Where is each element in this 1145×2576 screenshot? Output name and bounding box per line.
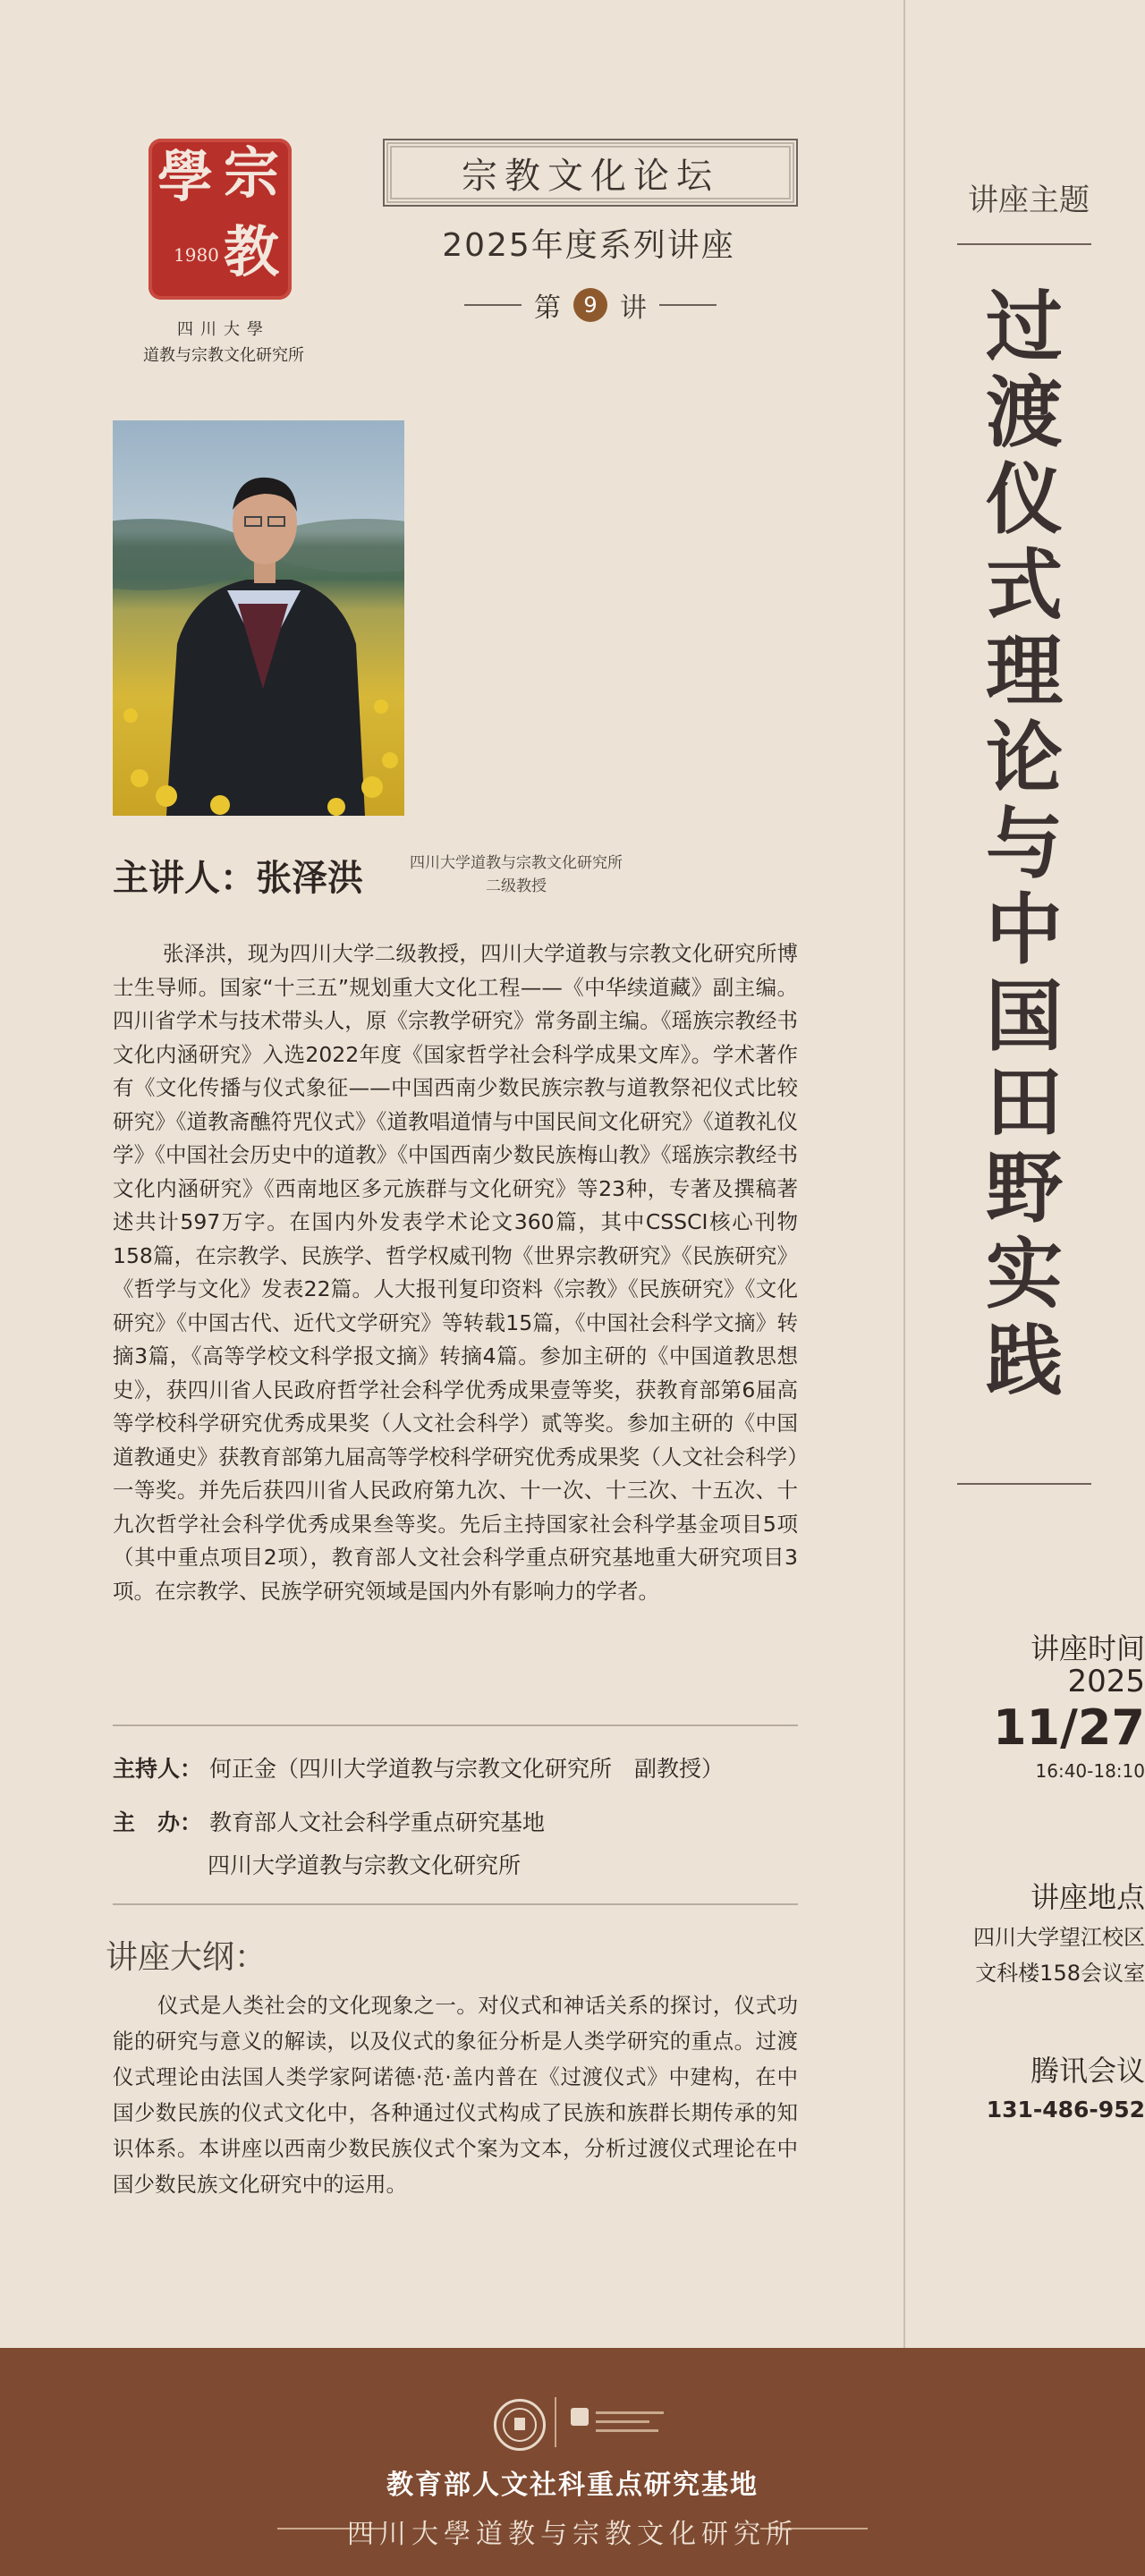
topic-title-char: 践 [986, 1315, 1063, 1406]
institute-logo-icon [569, 2404, 667, 2444]
meeting-id: 131-486-952 [986, 2097, 1145, 2123]
institute-name [107, 318, 340, 369]
topic-title-char: 国 [986, 970, 1063, 1062]
institute-seal-logo [148, 139, 292, 300]
topic-title-char: 论 [986, 712, 1063, 803]
forum-title: 宗教文化论坛 [383, 139, 798, 207]
seal-glyph: 學 [157, 144, 214, 209]
institute-department: 道教与宗教文化研究所 [143, 345, 304, 365]
venue-label: 讲座地点 [1030, 1880, 1145, 1914]
topic-title-char: 田 [986, 1056, 1063, 1148]
meeting-label: 腾讯会议 [1030, 2054, 1145, 2088]
divider [957, 243, 1091, 245]
seal-glyph: 教 [224, 219, 280, 284]
topic-title-char: 仪 [986, 453, 1063, 545]
footer-divider [555, 2397, 556, 2447]
lecture-topic-title [957, 284, 1091, 1404]
organizer-line1: 教育部人文社会科学重点研究基地 [208, 1809, 545, 1835]
lecture-year: 2025 [1067, 1664, 1145, 1699]
host-label: 主持人： [113, 1756, 203, 1782]
venue-line2: 文科楼158会议室 [975, 1961, 1145, 1986]
divider [113, 1724, 798, 1726]
divider-line [659, 304, 717, 306]
outline-title: 讲座大纲： [106, 1939, 267, 1976]
organizer-line2: 四川大学道教与宗教文化研究所 [208, 1852, 522, 1878]
time-label: 讲座时间 [1030, 1631, 1145, 1665]
organizer-label: 主 办： [113, 1809, 203, 1835]
footer-base-name: 教育部人文社科重点研究基地 [386, 2470, 759, 2501]
lecture-hours: 16:40-18:10 [1035, 1760, 1145, 1782]
institute-university: 四川大學 [177, 320, 270, 339]
university-emblem-icon [494, 2399, 546, 2451]
speaker-affiliation-org: 四川大学道教与宗教文化研究所 [410, 854, 623, 872]
topic-title-char: 渡 [986, 368, 1063, 459]
column-divider [903, 0, 905, 2348]
speaker-bio: 张泽洪，现为四川大学二级教授，四川大学道教与宗教文化研究所博士生导师。国家“十三五”规划重大文化工程——《中华续道藏》副主编。四川省学术与技术带头人，原《宗教学研究》常务副主编。《瑶族宗教经书文化内涵研究》入选2022年度《国家哲学社会科学成果文库》。学术著作有《文化传播与仪式象征——中国西南少数民族宗教与道教祭祀仪式比较研究》《道教斋醮符咒仪式》《道教唱道情与中国民间文化研究》《道教礼仪学》《中国社会历史中的道教》《中国西南少数民族梅山教》《瑶族宗教经书文化内涵研究》《西南地区多元族群与文化研究》等23种，专著及撰稿著述共计597万字。在国内外发表学术论文360篇，其中CSSCI核心刊物158篇，在宗教学、民族学、哲学权威刊物《世界宗教研究》《民族研究》《哲学与文化》发表22篇。人大报刊复印资料《宗教》《民族研究》《文化研究》《中国古代、近代文学研究》等转载15篇，《中国社会科学文摘》转摘3篇，《高等学校文科学报文摘》转摘4篇。参加主研的《中国道教思想史》，获四川省人民政府哲学社会科学优秀成果壹等奖，获教育部第6届高等学校科学研究优秀成果奖（人文社会科学）贰等奖。参加主研的《中国道教通史》获教育部第九届高等学校科学研究优秀成果奖（人文社会科学）一等奖。并先后获四川省人民政府第九次、十一次、十三次、十五次、十九次哲学社会科学优秀成果叁等奖。先后主持国家社会科学基金项目5项（其中重点项目2项），教育部人文社会科学重点研究基地重大研究项目3项。在宗教学、民族学研究领域是国内外有影响力的学者。 [113, 941, 798, 1604]
speaker-affiliation-title: 二级教授 [486, 877, 547, 896]
topic-title-char: 理 [986, 626, 1063, 717]
lecture-suffix: 讲 [620, 292, 647, 324]
topic-label: 讲座主题 [968, 182, 1090, 218]
lecture-date: 11/27 [992, 1699, 1145, 1756]
outline-text: 仪式是人类社会的文化现象之一。对仪式和神话关系的探讨，仪式功能的研究与意义的解读，以及仪式的象征分析是人类学研究的重点。过渡仪式理论由法国人类学家阿诺德·范·盖内普在《过渡仪式》中建构，在中国少数民族的仪式文化中，各种通过仪式构成了民族和族群长期传承的知识体系。本讲座以西南少数民族仪式个案为文本，分析过渡仪式理论在中国少数民族文化研究中的运用。 [113, 1993, 798, 2197]
topic-title-char: 实 [986, 1229, 1063, 1320]
seal-year: 1980 [174, 244, 219, 266]
venue-line1: 四川大学望江校区 [973, 1925, 1145, 1950]
lecture-number-badge: 9 [573, 288, 607, 322]
speaker-name: 主讲人：张泽洪 [113, 858, 363, 899]
lecture-number [456, 283, 725, 327]
seal-glyph: 宗 [224, 140, 280, 206]
topic-title-char: 野 [986, 1143, 1063, 1234]
topic-title-char: 式 [986, 539, 1063, 631]
divider [957, 1483, 1091, 1485]
divider-line [464, 304, 522, 306]
lecture-prefix: 第 [534, 292, 561, 324]
series-title: 2025年度系列讲座 [442, 227, 735, 264]
organizer-row [113, 1805, 545, 1837]
host-value: 何正金（四川大学道教与宗教文化研究所 副教授） [208, 1756, 724, 1782]
divider [113, 1903, 798, 1905]
speaker-photo [113, 420, 404, 816]
speaker-portrait-illustration [113, 420, 404, 816]
host-row [113, 1751, 724, 1784]
footer-institute-name: 四川大學道教与宗教文化研究所 [347, 2519, 798, 2550]
speaker-affiliation [386, 852, 646, 899]
topic-title-char: 中 [986, 885, 1063, 976]
topic-title-char: 与 [986, 798, 1063, 889]
topic-title-char: 过 [986, 282, 1063, 372]
